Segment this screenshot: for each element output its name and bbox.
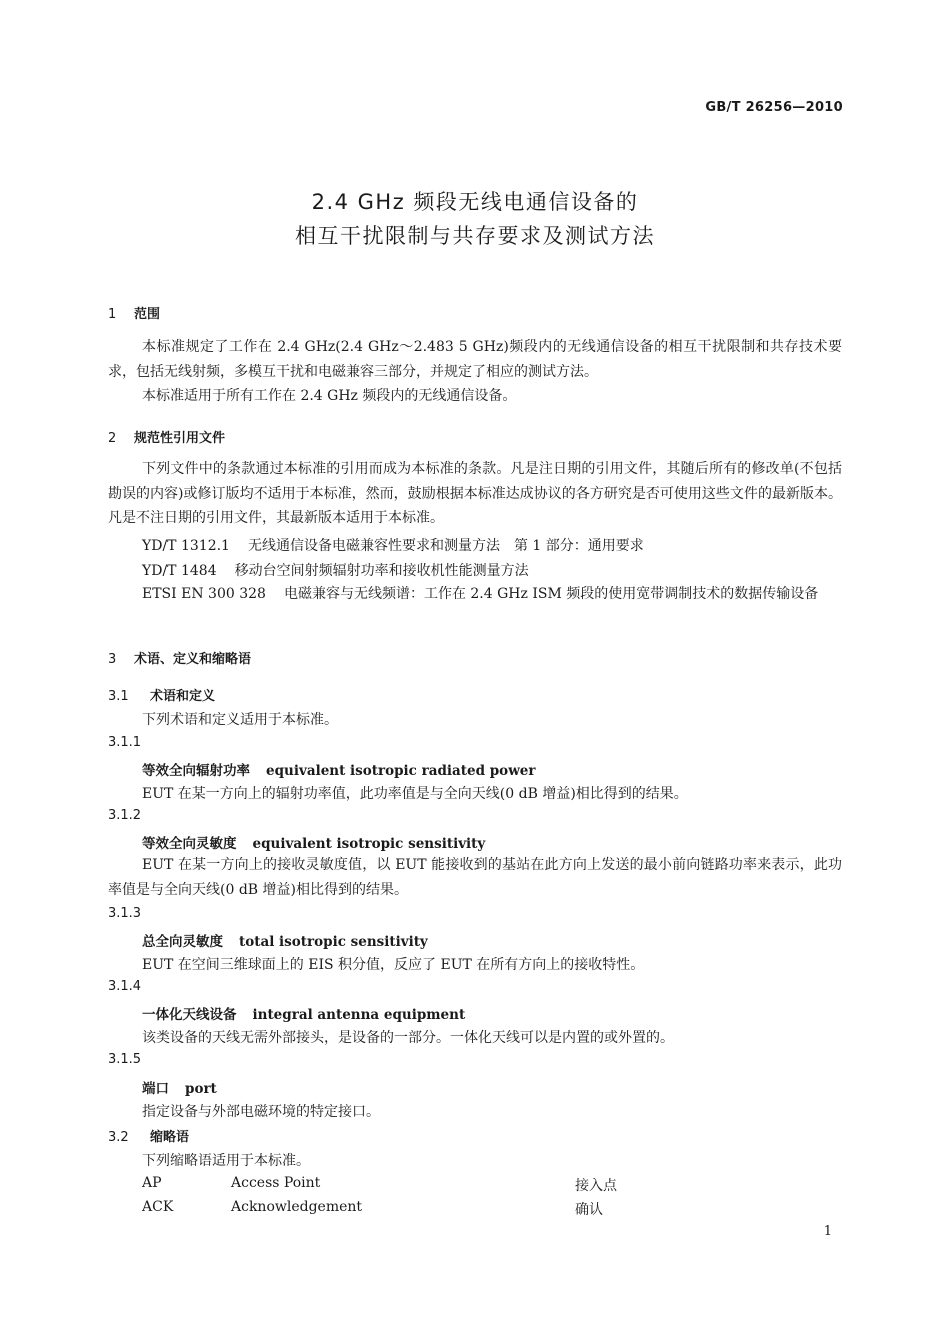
term-chinese: 一体化天线设备	[142, 1007, 237, 1023]
term-heading	[142, 1077, 217, 1097]
term-definition: 该类设备的天线无需外部接头，是设备的一部分。一体化天线可以是内置的或外置的。	[142, 1030, 674, 1046]
term-number: 3.1.5	[108, 1052, 142, 1067]
section-title: 规范性引用文件	[134, 431, 226, 446]
reference-title: 电磁兼容与无线频谱：工作在 2.4 GHz ISM 频段的使用宽带调制技术的数据传输设备	[283, 586, 819, 602]
term-number: 3.1.4	[108, 979, 142, 994]
term-english: total isotropic sensitivity	[239, 934, 428, 950]
subsection-3-2-intro: 下列缩略语适用于本标准。	[142, 1153, 310, 1169]
term-definition: EUT 在某一方向上的辐射功率值，此功率值是与全向天线(0 dB 增益)相比得到的结果。	[142, 786, 688, 802]
section-title: 范围	[134, 307, 161, 322]
abbreviation-chinese: 确认	[575, 1202, 603, 1218]
subsection-number: 3.2	[108, 1130, 129, 1145]
term-chinese: 总全向灵敏度	[142, 934, 223, 950]
section-1-paragraph-1: 本标准规定了工作在 2.4 GHz(2.4 GHz～2.483 5 GHz)频段内的无线通信设备的相互干扰限制和共存技术要求，包括无线射频，多模互干扰和电磁兼容三部分，并规定了相应的测试方法。	[108, 339, 842, 380]
term-english: equivalent isotropic sensitivity	[252, 836, 486, 852]
term-definition: 指定设备与外部电磁环境的特定接口。	[142, 1104, 380, 1120]
subsection-title: 缩略语	[150, 1130, 190, 1145]
reference-code: ETSI EN 300 328	[142, 586, 266, 602]
section-1-paragraph-2: 本标准适用于所有工作在 2.4 GHz 频段内的无线通信设备。	[142, 388, 517, 404]
section-1-heading	[108, 303, 160, 322]
section-title: 术语、定义和缩略语	[134, 652, 252, 667]
subsection-3-1-intro: 下列术语和定义适用于本标准。	[142, 712, 338, 728]
abbreviation-code: AP	[142, 1175, 162, 1191]
term-english: port	[185, 1081, 217, 1097]
section-2-heading	[108, 427, 225, 446]
term-number: 3.1.2	[108, 808, 142, 823]
section-2-paragraph-1: 下列文件中的条款通过本标准的引用而成为本标准的条款。凡是注日期的引用文件，其随后所有的修改单(不包括勘误的内容)或修订版均不适用于本标准，然而，鼓励根据本标准达成协议的各方研究是否可使用这些文件的最新版本。凡是不注日期的引用文件，其最新版本适用于本标准。	[108, 461, 842, 526]
term-english: equivalent isotropic radiated power	[266, 763, 536, 779]
term-heading	[142, 759, 536, 779]
term-definition: EUT 在空间三维球面上的 EIS 积分值，反应了 EUT 在所有方向上的接收特性。	[142, 957, 645, 973]
term-number: 3.1.3	[108, 906, 142, 921]
subsection-number: 3.1	[108, 689, 129, 704]
reference-code: YD/T 1484	[142, 563, 217, 579]
section-number: 1	[108, 307, 117, 322]
term-definition: EUT 在某一方向上的接收灵敏度值，以 EUT 能接收到的基站在此方向上发送的最小前向链路功率来表示，此功率值是与全向天线(0 dB 增益)相比得到的结果。	[108, 857, 842, 898]
term-heading	[142, 832, 485, 852]
abbreviation-chinese: 接入点	[575, 1178, 617, 1194]
reference-item	[142, 535, 644, 555]
document-title-line-2: 相互干扰限制与共存要求及测试方法	[295, 224, 655, 248]
term-number: 3.1.1	[108, 735, 142, 750]
reference-title: 移动台空间射频辐射功率和接收机性能测量方法	[234, 563, 529, 579]
abbreviation-full: Acknowledgement	[231, 1199, 363, 1215]
document-title-line-1: 2.4 GHz 频段无线电通信设备的	[311, 190, 639, 214]
term-heading	[142, 1003, 465, 1023]
subsection-title: 术语和定义	[150, 689, 216, 704]
reference-item	[142, 560, 529, 580]
term-chinese: 等效全向辐射功率	[142, 763, 250, 779]
reference-item	[108, 582, 842, 607]
reference-title: 无线通信设备电磁兼容性要求和测量方法 第 1 部分：通用要求	[247, 538, 644, 554]
page-number: 1	[823, 1224, 832, 1239]
section-number: 3	[108, 652, 117, 667]
term-chinese: 等效全向灵敏度	[142, 836, 237, 852]
section-3-heading	[108, 648, 251, 667]
abbreviation-code: ACK	[142, 1199, 174, 1215]
reference-code: YD/T 1312.1	[142, 538, 230, 554]
abbreviation-full: Access Point	[231, 1175, 321, 1191]
term-heading	[142, 930, 428, 950]
subsection-3-2-heading	[108, 1126, 189, 1145]
term-english: integral antenna equipment	[252, 1007, 466, 1023]
section-number: 2	[108, 431, 117, 446]
term-chinese: 端口	[142, 1081, 169, 1097]
subsection-3-1-heading	[108, 685, 215, 704]
standard-code-header: GB/T 26256—2010	[705, 100, 843, 115]
